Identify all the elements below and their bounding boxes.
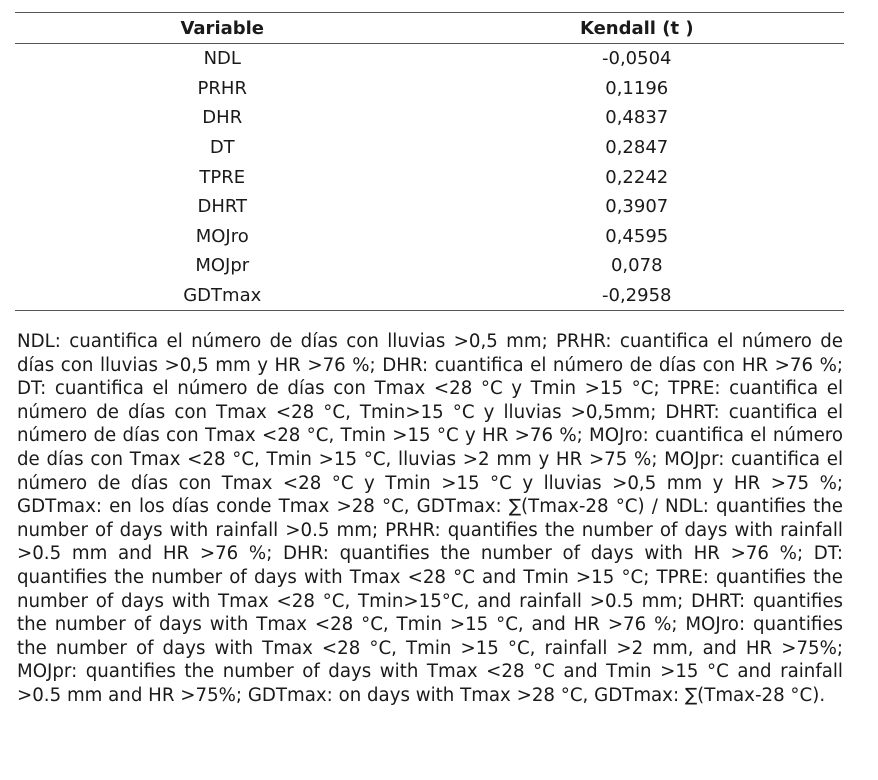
cell-variable: DHRT <box>197 196 248 218</box>
cell-variable: PRHR <box>197 77 247 99</box>
table-body <box>15 44 844 311</box>
cell-kendall: 0,1196 <box>605 77 669 99</box>
header-variable: Variable <box>15 13 430 44</box>
cell-variable: TPRE <box>199 166 246 188</box>
table-row <box>15 44 844 74</box>
cell-variable: GDTmax <box>15 281 430 311</box>
table-row <box>15 222 844 252</box>
kendall-table <box>15 12 844 311</box>
table-row <box>15 133 844 163</box>
table-row <box>15 162 844 192</box>
table-row <box>15 281 844 311</box>
cell-variable: DHR <box>202 107 243 129</box>
cell-variable: NDL <box>203 48 241 70</box>
kendall-table-container <box>15 12 844 311</box>
cell-kendall: -0,0504 <box>602 48 672 70</box>
cell-variable: MOJro <box>195 225 249 247</box>
cell-variable: MOJpr <box>195 255 250 277</box>
cell-kendall: 0,078 <box>610 255 663 277</box>
header-kendall: Kendall (t ) <box>430 13 845 44</box>
cell-kendall: 0,3907 <box>605 196 669 218</box>
header-row <box>15 13 844 44</box>
table-header <box>15 13 844 44</box>
cell-kendall: 0,4837 <box>605 107 669 129</box>
cell-kendall: 0,4595 <box>605 225 669 247</box>
table-footnote: NDL: cuantifica el número de días con lluvias >0,5 mm; PRHR: cuantifica el número de días con lluvias >0,5 mm y HR >76 %; DHR: cuantifica el número de días con HR >76 %; DT: cuantifica el número de días con Tmax <28 °C y Tmin >15 °C; TPRE: cuantifica el número de días con Tmax <28 °C, Tmin>15 °C y lluvias >0,5mm; DHRT: cuantifica el número de días con Tmax <28 °C, Tmin >15 °C y HR >76 %; MOJro: cuantifica el número de días con Tmax <28 °C, Tmin >15 °C, lluvias >2 mm y HR >75 %; MOJpr: cuantifica el número de días con Tmax <28 °C y Tmin >15 °C y lluvias >0,5 mm y HR >75 %; GDTmax: en los días conde Tmax >28 °C, GDTmax: ∑(Tmax-28 °C) / NDL: quantifies the number of days with rainfall >0.5 mm; PRHR: quantifies the number of days with rainfall >0.5 mm and HR >76 %; DHR: quantifies the number of days with HR >76 %; DT: quantifies the number of days with Tmax <28 °C and Tmin >15 °C; TPRE: quantifies the number of days with Tmax <28 °C, Tmin>15°C, and rainfall >0.5 mm; DHRT: quantifies the number of days with Tmax <28 °C, Tmin >15 °C, and HR >76 %; MOJro: quantifies the number of days with Tmax <28 °C, Tmin >15 °C, rainfall >2 mm, and HR >75%; MOJpr: quantifies the number of days with Tmax <28 °C and Tmin >15 °C and rainfall >0.5 mm and HR >75%; GDTmax: on days with Tmax >28 °C, GDTmax: ∑(Tmax-28 °C). <box>17 331 843 706</box>
table-row <box>15 103 844 133</box>
cell-kendall: 0,2242 <box>605 166 669 188</box>
table-row <box>15 251 844 281</box>
cell-kendall: -0,2958 <box>430 281 845 311</box>
table-row <box>15 74 844 104</box>
cell-variable: DT <box>209 137 235 159</box>
cell-kendall: 0,2847 <box>605 137 669 159</box>
table-row <box>15 192 844 222</box>
